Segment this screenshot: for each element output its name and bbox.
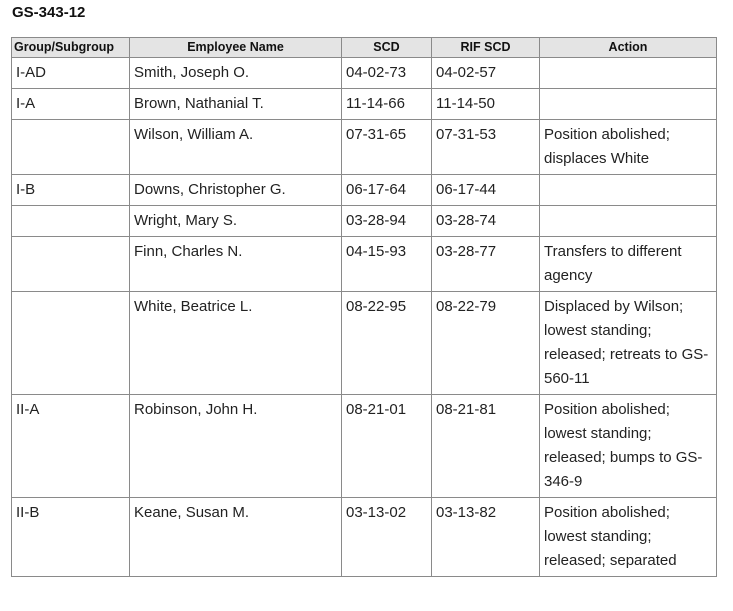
page-title: GS-343-12: [12, 4, 86, 21]
action-cell: Displaced by Wilson; lowest standing; released; retreats to GS-560-11: [540, 292, 717, 395]
group-cell: I-AD: [12, 58, 130, 89]
rif-scd-cell: 03-28-74: [432, 206, 540, 237]
rif-scd-cell: 07-31-53: [432, 120, 540, 175]
table-row: [12, 498, 717, 577]
header-employee-name: Employee Name: [130, 38, 342, 58]
action-cell: Position abolished; displaces White: [540, 120, 717, 175]
employee-name-cell: Robinson, John H.: [130, 395, 342, 498]
header-row: [12, 38, 717, 58]
header-scd: SCD: [342, 38, 432, 58]
employee-name-cell: Downs, Christopher G.: [130, 175, 342, 206]
employee-name-cell: Wilson, William A.: [130, 120, 342, 175]
action-cell: [540, 175, 717, 206]
table-row: [12, 175, 717, 206]
group-cell: I-A: [12, 89, 130, 120]
rif-scd-cell: 03-13-82: [432, 498, 540, 577]
scd-cell: 03-13-02: [342, 498, 432, 577]
action-cell: Position abolished; lowest standing; released; separated: [540, 498, 717, 577]
group-cell: II-B: [12, 498, 130, 577]
table-header: [12, 38, 717, 58]
table-row: [12, 89, 717, 120]
table-row: [12, 292, 717, 395]
header-action: Action: [540, 38, 717, 58]
header-group-subgroup: Group/Subgroup: [12, 38, 130, 58]
scd-cell: 11-14-66: [342, 89, 432, 120]
action-cell: [540, 58, 717, 89]
scd-cell: 08-22-95: [342, 292, 432, 395]
rif-scd-cell: 06-17-44: [432, 175, 540, 206]
employee-name-cell: Wright, Mary S.: [130, 206, 342, 237]
scd-cell: 07-31-65: [342, 120, 432, 175]
action-cell: [540, 206, 717, 237]
employee-name-cell: White, Beatrice L.: [130, 292, 342, 395]
rif-table: [11, 37, 717, 577]
action-cell: Position abolished; lowest standing; released; bumps to GS-346-9: [540, 395, 717, 498]
employee-name-cell: Keane, Susan M.: [130, 498, 342, 577]
rif-scd-cell: 11-14-50: [432, 89, 540, 120]
table-row: [12, 395, 717, 498]
employee-name-cell: Brown, Nathanial T.: [130, 89, 342, 120]
action-cell: Transfers to different agency: [540, 237, 717, 292]
scd-cell: 04-15-93: [342, 237, 432, 292]
scd-cell: 08-21-01: [342, 395, 432, 498]
group-cell: I-B: [12, 175, 130, 206]
group-cell: [12, 292, 130, 395]
table-body: [12, 58, 717, 577]
table-row: [12, 237, 717, 292]
action-cell: [540, 89, 717, 120]
rif-scd-cell: 08-22-79: [432, 292, 540, 395]
table-row: [12, 120, 717, 175]
rif-scd-cell: 08-21-81: [432, 395, 540, 498]
group-cell: II-A: [12, 395, 130, 498]
scd-cell: 06-17-64: [342, 175, 432, 206]
table-row: [12, 58, 717, 89]
table-row: [12, 206, 717, 237]
scd-cell: 03-28-94: [342, 206, 432, 237]
group-cell: [12, 237, 130, 292]
rif-scd-cell: 03-28-77: [432, 237, 540, 292]
scd-cell: 04-02-73: [342, 58, 432, 89]
employee-name-cell: Smith, Joseph O.: [130, 58, 342, 89]
group-cell: [12, 206, 130, 237]
rif-scd-cell: 04-02-57: [432, 58, 540, 89]
employee-name-cell: Finn, Charles N.: [130, 237, 342, 292]
header-rif-scd: RIF SCD: [432, 38, 540, 58]
group-cell: [12, 120, 130, 175]
